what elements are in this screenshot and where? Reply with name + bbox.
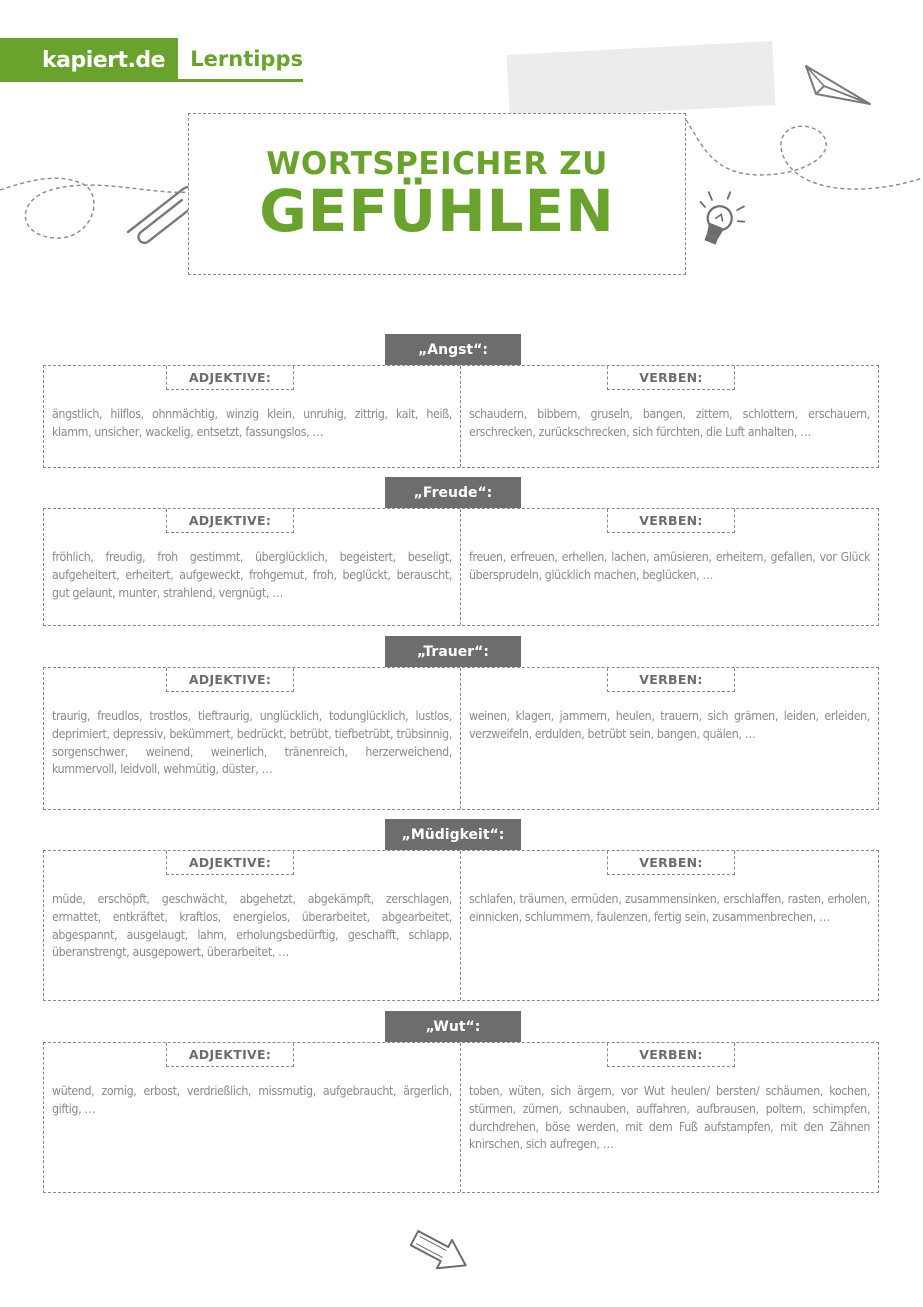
section-box <box>43 667 879 810</box>
section-box <box>43 850 879 1001</box>
adjektive-column <box>44 668 461 809</box>
verben-label: VERBEN: <box>607 1043 735 1067</box>
adjektive-column <box>44 1043 461 1192</box>
verben-label: VERBEN: <box>607 668 735 692</box>
verben-text: schlafen, träumen, ermüden, zusammensinken, erschlaffen, rasten, erholen, einnicken, schlummern, faulenzen, fertig sein, zusammenbrechen, … <box>469 892 870 924</box>
section-heading: „Müdigkeit“: <box>385 819 521 850</box>
verben-column <box>461 366 878 467</box>
verben-text: toben, wüten, sich ärgern, vor Wut heulen/ bersten/ schäumen, kochen, stürmen, zürnen, schnauben, auffahren, aufbrausen, poltern, schimpfen, durchdrehen, böse werden, mit dem Fuß aufstampfen, mit den Zähnen knirschen, sich aufregen, … <box>469 1084 870 1152</box>
brand-logo[interactable]: kapiert.de <box>0 38 178 82</box>
verben-label: VERBEN: <box>607 851 735 875</box>
title-line-2: GEFÜHLEN <box>259 176 615 245</box>
brand-header <box>0 38 303 82</box>
adjektive-text: ängstlich, hilflos, ohnmächtig, winzig klein, unruhig, zittrig, kalt, heiß, klamm, unsicher, wackelig, entsetzt, fassungslos, … <box>52 407 452 439</box>
verben-text: freuen, erfreuen, erhellen, lachen, amüsieren, erheitern, gefallen, vor Glück übersprudeln, glücklich machen, beglücken, … <box>469 550 870 582</box>
verben-column <box>461 851 878 1000</box>
section-freude <box>43 477 879 627</box>
adjektive-column <box>44 509 461 625</box>
section-heading: „Trauer“: <box>385 636 521 667</box>
adjektive-label: ADJEKTIVE: <box>166 851 294 875</box>
adjektive-column <box>44 851 461 1000</box>
title-line-1: WORTSPEICHER ZU <box>266 145 608 182</box>
section-box <box>43 365 879 468</box>
section-wut <box>43 1011 879 1193</box>
section-angst <box>43 334 879 468</box>
adjektive-column <box>44 366 461 467</box>
paper-plane-icon <box>806 66 870 104</box>
verben-column <box>461 668 878 809</box>
adjektive-label: ADJEKTIVE: <box>166 668 294 692</box>
section-box <box>43 1042 879 1193</box>
section-box <box>43 508 879 626</box>
adjektive-text: fröhlich, freudig, froh gestimmt, überglücklich, begeistert, beseligt, aufgeheitert, erheitert, aufgeweckt, frohgemut, froh, beglückt, berauscht, gut gelaunt, munter, strahlend, vergnügt, … <box>52 550 452 600</box>
adjektive-text: traurig, freudlos, trostlos, tieftraurig, unglücklich, todunglücklich, lustlos, deprimiert, depressiv, bekümmert, bedrückt, betrübt, tiefbetrübt, trübsinnig, sorgenschwer, weinend, weinerlich, tränenreich, herzerweichend, kummervoll, leidvoll, wehmütig, düster, … <box>52 709 452 777</box>
section-heading: „Wut“: <box>385 1011 521 1042</box>
light-bulb-icon <box>688 183 753 251</box>
verben-label: VERBEN: <box>607 366 735 390</box>
brand-label: Lerntipps <box>178 38 303 82</box>
section-heading: „Angst“: <box>385 334 521 365</box>
gray-banner <box>507 41 776 119</box>
dashed-loop-left <box>0 178 188 238</box>
verben-text: schaudern, bibbern, gruseln, bangen, zittern, schlottern, erschauern, erschrecken, zurückschrecken, sich fürchten, die Luft anhalten, … <box>469 407 870 439</box>
section-heading: „Freude“: <box>385 477 521 508</box>
section-muedigkeit <box>43 819 879 1003</box>
adjektive-text: müde, erschöpft, geschwächt, abgehetzt, abgekämpft, zerschlagen, ermattet, entkräftet, kraftlos, energielos, überarbeitet, abgearbeitet, abgespannt, ausgelaugt, lahm, erholungsbedürftig, geschafft, schlapp, überanstrengt, ausgepowert, überarbeitet, … <box>52 892 452 960</box>
verben-label: VERBEN: <box>607 509 735 533</box>
dashed-loop-right <box>686 120 923 189</box>
adjektive-label: ADJEKTIVE: <box>166 509 294 533</box>
adjektive-text: wütend, zornig, erbost, verdrießlich, missmutig, aufgebraucht, ärgerlich, giftig, … <box>52 1084 452 1116</box>
adjektive-label: ADJEKTIVE: <box>166 366 294 390</box>
arrow-icon <box>407 1224 473 1279</box>
verben-column <box>461 509 878 625</box>
title-box <box>188 113 686 275</box>
verben-text: weinen, klagen, jammern, heulen, trauern, sich grämen, leiden, erleiden, verzweifeln, erdulden, betrübt sein, bangen, quälen, … <box>469 709 870 741</box>
section-trauer <box>43 636 879 810</box>
verben-column <box>461 1043 878 1192</box>
adjektive-label: ADJEKTIVE: <box>166 1043 294 1067</box>
